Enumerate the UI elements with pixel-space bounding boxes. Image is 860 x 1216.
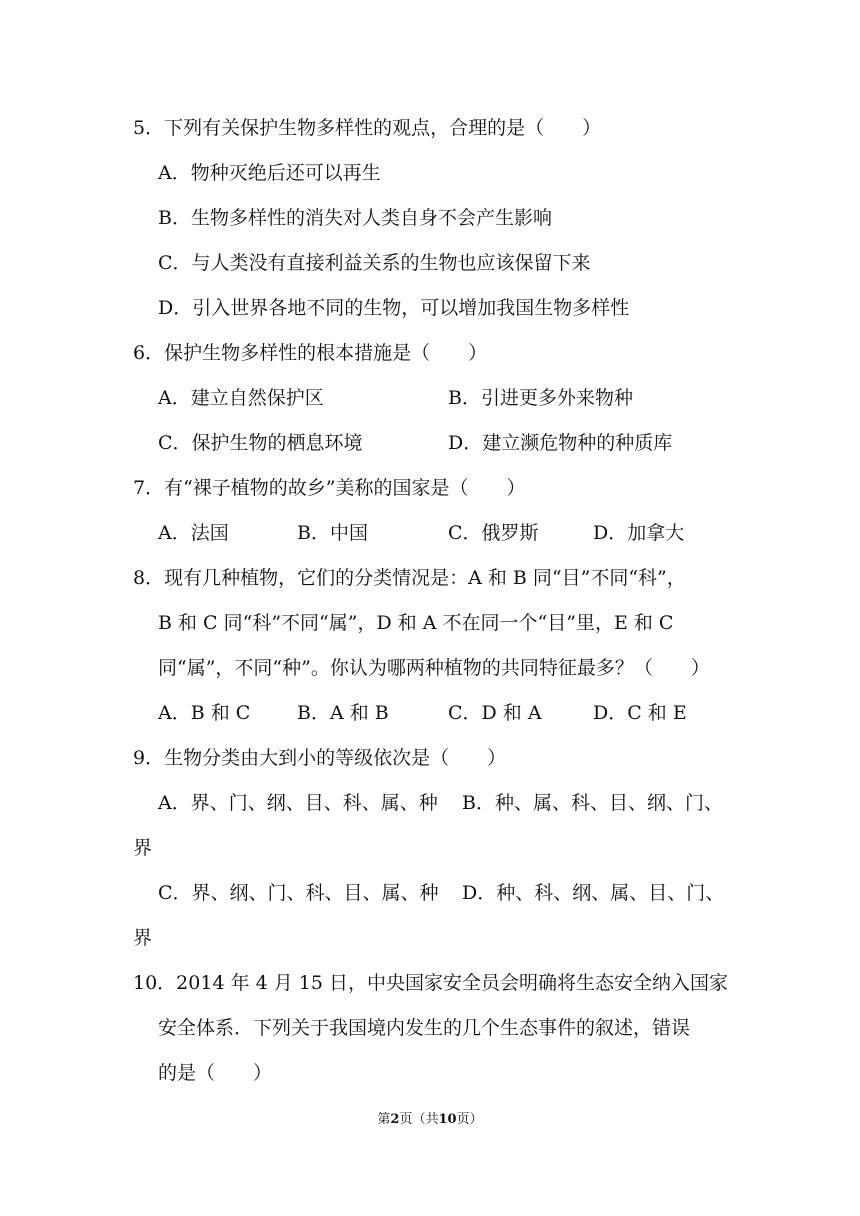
- q10-stem-line2: 安全体系．下列关于我国境内发生的几个生态事件的叙述，错误: [158, 1017, 691, 1039]
- q7-option-c: C．俄罗斯: [448, 522, 539, 544]
- q7-option-d: D．加拿大: [593, 522, 685, 544]
- q6-option-a: A．建立自然保护区: [158, 387, 324, 409]
- q8-option-a: A．B 和 C: [158, 702, 251, 724]
- page-footer: [0, 1112, 860, 1128]
- q6-stem: 6．保护生物多样性的根本措施是（ ）: [133, 342, 488, 364]
- q8-stem-line1: 8．现有几种植物，它们的分类情况是：A 和 B 同“目”不同“科”，: [133, 567, 686, 589]
- q9-option-a: A．界、门、纲、目、科、属、种: [158, 792, 438, 814]
- q7-option-b: B．中国: [297, 522, 368, 544]
- q6-option-d: D．建立濒危物种的种质库: [448, 432, 673, 454]
- footer-prefix: 第: [377, 1112, 391, 1127]
- q8-stem-line2: B 和 C 同“科”不同“属”，D 和 A 不在同一个“目”里，E 和 C: [158, 612, 674, 634]
- q8-option-c: C．D 和 A: [448, 702, 542, 724]
- q8-stem-line3: 同“属”，不同“种”。你认为哪两种植物的共同特征最多？（ ）: [158, 657, 710, 679]
- q5-stem: 5．下列有关保护生物多样性的观点，合理的是（ ）: [133, 117, 602, 139]
- q7-option-a: A．法国: [158, 522, 229, 544]
- footer-page-number: 2: [390, 1112, 400, 1127]
- q5-option-d: D．引入世界各地不同的生物，可以增加我国生物多样性: [158, 297, 630, 319]
- q6-option-c: C．保护生物的栖息环境: [158, 432, 363, 454]
- q9-stem: 9．生物分类由大到小的等级依次是（ ）: [133, 747, 507, 769]
- q10-stem-line1: 10．2014 年 4 月 15 日，中央国家安全员会明确将生态安全纳入国家: [133, 972, 728, 994]
- q7-stem: 7．有“裸子植物的故乡”美称的国家是（ ）: [133, 477, 526, 499]
- q5-option-a: A．物种灭绝后还可以再生: [158, 162, 381, 184]
- q9-option-d-tail: 界: [133, 927, 153, 949]
- q9-option-c: C．界、纲、门、科、目、属、种: [158, 882, 439, 904]
- q9-option-b-tail: 界: [133, 837, 153, 859]
- q10-stem-line3: 的是（ ）: [158, 1062, 273, 1084]
- q8-option-b: B．A 和 B: [297, 702, 389, 724]
- q6-option-b: B．引进更多外来物种: [448, 387, 633, 409]
- footer-middle: 页（共: [399, 1112, 439, 1127]
- q8-option-d: D．C 和 E: [593, 702, 687, 724]
- q5-option-b: B．生物多样性的消失对人类自身不会产生影响: [158, 207, 552, 229]
- q9-option-b: B．种、属、科、目、纲、门、: [462, 792, 723, 814]
- footer-suffix: 页）: [456, 1112, 483, 1127]
- q5-option-c: C．与人类没有直接利益关系的生物也应该保留下来: [158, 252, 591, 274]
- footer-total-pages: 10: [438, 1112, 457, 1127]
- q9-option-d: D．种、科、纲、属、目、门、: [462, 882, 725, 904]
